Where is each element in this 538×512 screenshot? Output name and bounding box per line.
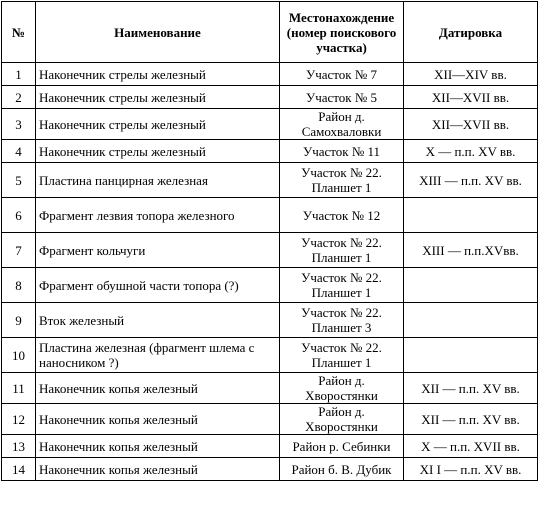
row-date: XII — п.п. XV вв. bbox=[404, 373, 538, 404]
row-name: Наконечник копья железный bbox=[36, 458, 280, 481]
row-num: 1 bbox=[2, 63, 36, 86]
table-row bbox=[2, 163, 538, 198]
table-row bbox=[2, 338, 538, 373]
row-name: Фрагмент обушной части топора (?) bbox=[36, 268, 280, 303]
row-date: XII—XVII вв. bbox=[404, 86, 538, 109]
header-date: Датировка bbox=[404, 2, 538, 63]
row-num: 9 bbox=[2, 303, 36, 338]
row-num: 12 bbox=[2, 404, 36, 435]
row-date: X — п.п. XVII вв. bbox=[404, 435, 538, 458]
table-row bbox=[2, 404, 538, 435]
table-row bbox=[2, 435, 538, 458]
row-num: 13 bbox=[2, 435, 36, 458]
row-name: Наконечник стрелы железный bbox=[36, 109, 280, 140]
row-name: Наконечник стрелы железный bbox=[36, 63, 280, 86]
row-location: Район б. В. Дубик bbox=[280, 458, 404, 481]
row-location: Участок № 7 bbox=[280, 63, 404, 86]
row-location: Район д. Хворостянки bbox=[280, 373, 404, 404]
header-num: № bbox=[2, 2, 36, 63]
table-row bbox=[2, 373, 538, 404]
row-name: Пластина железная (фрагмент шлема с наносником ?) bbox=[36, 338, 280, 373]
table-row bbox=[2, 233, 538, 268]
row-num: 5 bbox=[2, 163, 36, 198]
row-location: Участок № 12 bbox=[280, 198, 404, 233]
row-num: 7 bbox=[2, 233, 36, 268]
row-location: Участок № 22. Планшет 1 bbox=[280, 338, 404, 373]
row-num: 8 bbox=[2, 268, 36, 303]
row-name: Вток железный bbox=[36, 303, 280, 338]
row-location: Район д. Самохваловки bbox=[280, 109, 404, 140]
row-location: Район р. Себинки bbox=[280, 435, 404, 458]
row-date bbox=[404, 198, 538, 233]
row-num: 11 bbox=[2, 373, 36, 404]
row-location: Участок № 22. Планшет 1 bbox=[280, 268, 404, 303]
row-location: Участок № 5 bbox=[280, 86, 404, 109]
row-location: Район д. Хворостянки bbox=[280, 404, 404, 435]
table-row bbox=[2, 268, 538, 303]
row-name: Фрагмент лезвия топора железного bbox=[36, 198, 280, 233]
row-name: Фрагмент кольчуги bbox=[36, 233, 280, 268]
row-num: 2 bbox=[2, 86, 36, 109]
row-date bbox=[404, 303, 538, 338]
row-location: Участок № 22. Планшет 1 bbox=[280, 163, 404, 198]
row-date: XIII — п.п. XV вв. bbox=[404, 163, 538, 198]
table-row bbox=[2, 198, 538, 233]
row-name: Наконечник копья железный bbox=[36, 373, 280, 404]
row-num: 4 bbox=[2, 140, 36, 163]
table-row bbox=[2, 63, 538, 86]
table-row bbox=[2, 458, 538, 481]
header-location: Местонахождение (номер поискового участка) bbox=[280, 2, 404, 63]
row-name: Наконечник копья железный bbox=[36, 404, 280, 435]
row-name: Наконечник стрелы железный bbox=[36, 86, 280, 109]
row-date: XII — п.п. XV вв. bbox=[404, 404, 538, 435]
row-num: 3 bbox=[2, 109, 36, 140]
row-date: XII—XVII вв. bbox=[404, 109, 538, 140]
header-row bbox=[2, 2, 538, 63]
row-date: XIII — п.п.XVвв. bbox=[404, 233, 538, 268]
row-date: X — п.п. XV вв. bbox=[404, 140, 538, 163]
row-location: Участок № 22. Планшет 1 bbox=[280, 233, 404, 268]
row-date bbox=[404, 338, 538, 373]
row-num: 10 bbox=[2, 338, 36, 373]
row-date bbox=[404, 268, 538, 303]
row-name: Пластина панцирная железная bbox=[36, 163, 280, 198]
row-num: 6 bbox=[2, 198, 36, 233]
table-row bbox=[2, 86, 538, 109]
table-row bbox=[2, 109, 538, 140]
row-name: Наконечник стрелы железный bbox=[36, 140, 280, 163]
table-row bbox=[2, 140, 538, 163]
header-name: Наименование bbox=[36, 2, 280, 63]
artifacts-table bbox=[1, 1, 538, 481]
row-date: XI I — п.п. XV вв. bbox=[404, 458, 538, 481]
table-row bbox=[2, 303, 538, 338]
row-date: XII—XIV вв. bbox=[404, 63, 538, 86]
row-location: Участок № 11 bbox=[280, 140, 404, 163]
row-location: Участок № 22. Планшет 3 bbox=[280, 303, 404, 338]
row-num: 14 bbox=[2, 458, 36, 481]
row-name: Наконечник копья железный bbox=[36, 435, 280, 458]
